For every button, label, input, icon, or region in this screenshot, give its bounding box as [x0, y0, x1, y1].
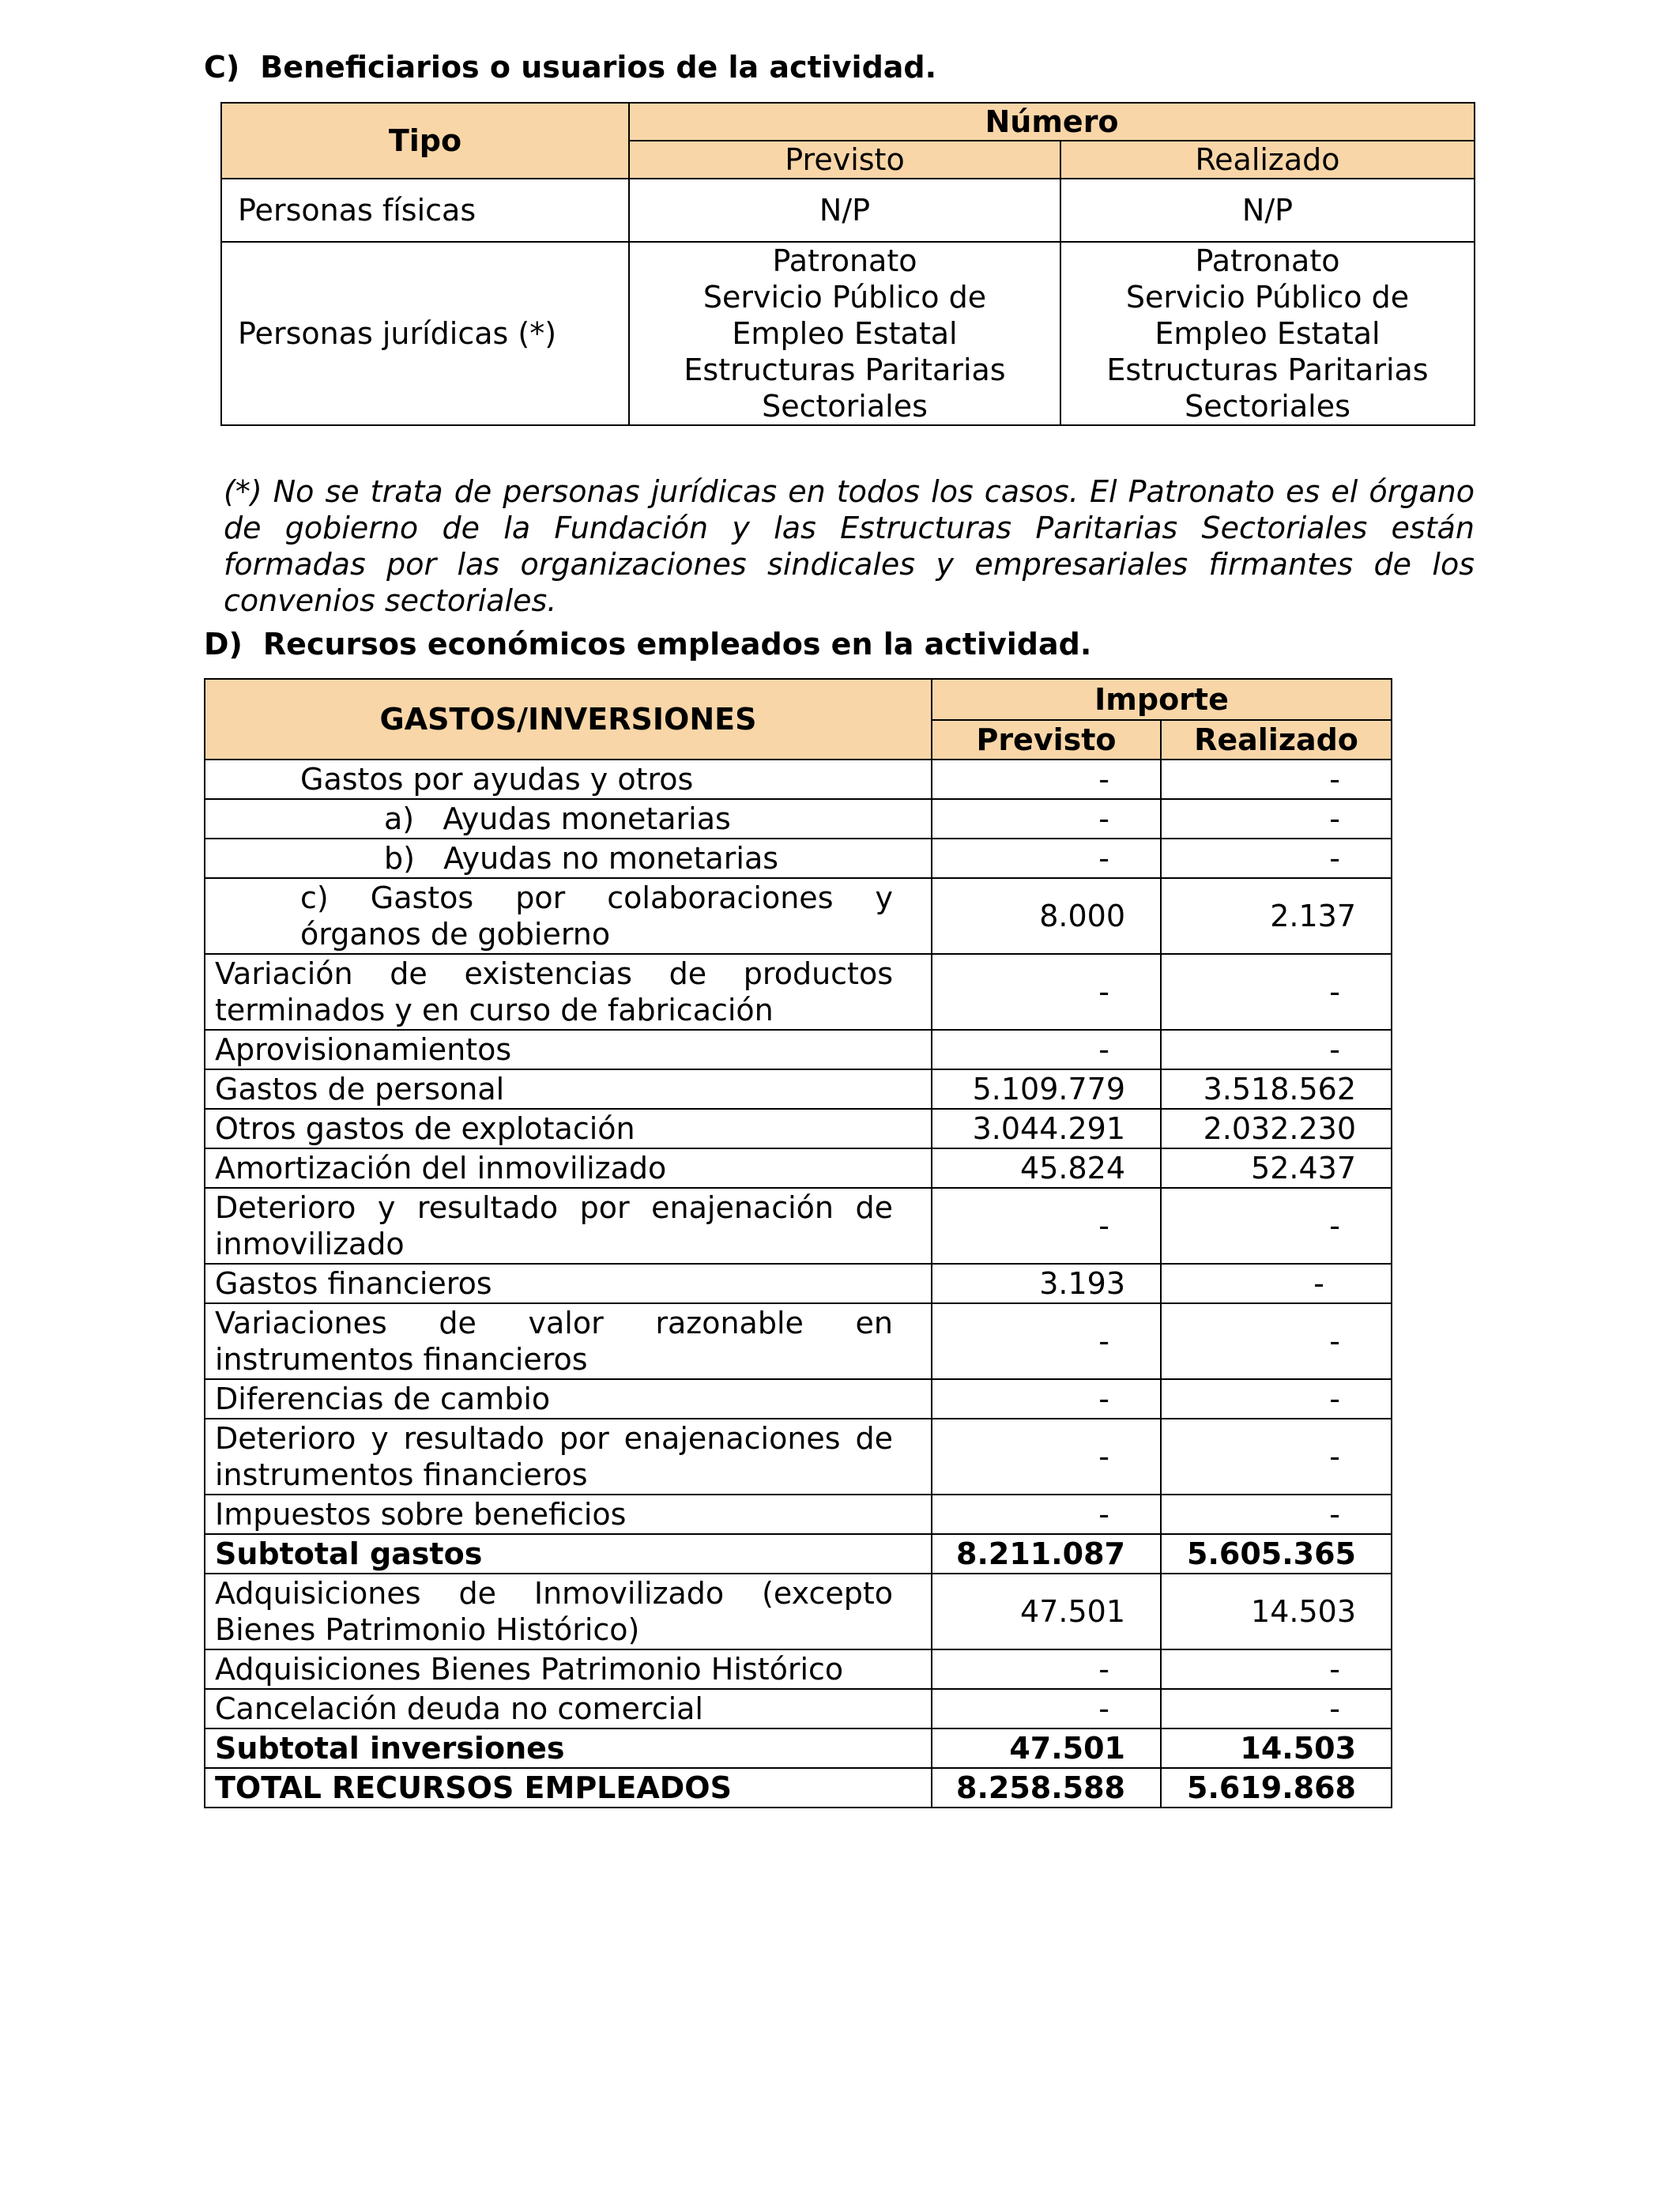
table-row [205, 1495, 1392, 1534]
table-row [205, 1030, 1392, 1069]
previsto-cell: 45.824 [932, 1148, 1161, 1188]
concept-cell: Cancelación deuda no comercial [205, 1689, 932, 1728]
cell-line: Sectoriales [1185, 389, 1350, 424]
previsto-cell: 3.044.291 [932, 1109, 1161, 1148]
concept-cell: Adquisiciones de Inmovilizado (excepto Bienes Patrimonio Histórico) [205, 1574, 932, 1649]
cell-line: Patronato [1195, 243, 1340, 278]
concept-cell: Diferencias de cambio [205, 1379, 932, 1419]
concept-cell: Gastos de personal [205, 1069, 932, 1109]
row-label: Personas jurídicas (*) [221, 242, 629, 425]
concept-cell: Adquisiciones Bienes Patrimonio Histórico [205, 1649, 932, 1689]
table-row [205, 760, 1392, 799]
section-c-title: Beneficiarios o usuarios de la actividad. [260, 50, 937, 85]
cell-line: Servicio Público de [1125, 280, 1410, 315]
realizado-cell: N/P [1060, 179, 1475, 242]
concept-cell: Deterioro y resultado por enajenaciones de instrumentos financieros [205, 1419, 932, 1495]
realizado-cell: - [1161, 1495, 1392, 1534]
concept-cell: Deterioro y resultado por enajenación de inmovilizado [205, 1188, 932, 1264]
table-row [205, 1379, 1392, 1419]
previsto-cell: 8.211.087 [932, 1534, 1161, 1574]
previsto-header: Previsto [932, 720, 1161, 760]
previsto-cell: - [932, 1649, 1161, 1689]
concept-cell: Subtotal inversiones [205, 1728, 932, 1768]
realizado-header: Realizado [1060, 141, 1475, 179]
subtotal-row [205, 1534, 1392, 1574]
previsto-cell [629, 242, 1060, 425]
table-row [205, 1649, 1392, 1689]
table-row [205, 1188, 1392, 1264]
concept-header: GASTOS/INVERSIONES [205, 679, 932, 760]
realizado-cell: 52.437 [1161, 1148, 1392, 1188]
realizado-cell: 2.032.230 [1161, 1109, 1392, 1148]
cell-line: Servicio Público de [703, 280, 987, 315]
cell-line: Estructuras Paritarias [684, 352, 1006, 387]
tipo-header: Tipo [221, 103, 629, 179]
realizado-cell: 5.619.868 [1161, 1768, 1392, 1808]
cell-line: Sectoriales [762, 389, 928, 424]
previsto-cell: - [932, 839, 1161, 878]
realizado-cell: - [1161, 1689, 1392, 1728]
concept-cell: TOTAL RECURSOS EMPLEADOS [205, 1768, 932, 1808]
footnote: (*) No se trata de personas jurídicas en todos los casos. El Patronato es el órgano de gobierno de la Fundación y las Estructuras Paritarias Sectoriales están formadas por las organizaciones sindicales y empresariales firmantes de los convenios sectoriales. [224, 474, 1475, 618]
concept-cell: a) Ayudas monetarias [205, 799, 932, 839]
previsto-cell: - [932, 799, 1161, 839]
numero-header: Número [629, 103, 1475, 141]
cell-line: Empleo Estatal [732, 316, 958, 351]
realizado-header: Realizado [1161, 720, 1392, 760]
concept-cell: Gastos financieros [205, 1264, 932, 1303]
realizado-cell: - [1161, 954, 1392, 1030]
previsto-cell: - [932, 1689, 1161, 1728]
previsto-cell: 47.501 [932, 1574, 1161, 1649]
subtotal-row [205, 1728, 1392, 1768]
concept-cell: Amortización del inmovilizado [205, 1148, 932, 1188]
realizado-cell: - [1161, 1030, 1392, 1069]
row-label: Personas físicas [221, 179, 629, 242]
realizado-cell: - [1161, 1188, 1392, 1264]
previsto-cell: 8.258.588 [932, 1768, 1161, 1808]
table-row [205, 1419, 1392, 1495]
table-row [205, 1109, 1392, 1148]
realizado-cell: - [1161, 799, 1392, 839]
previsto-cell: 47.501 [932, 1728, 1161, 1768]
table-row [205, 839, 1392, 878]
realizado-cell: - [1161, 839, 1392, 878]
realizado-cell: 3.518.562 [1161, 1069, 1392, 1109]
beneficiaries-table [220, 102, 1475, 426]
concept-cell: b) Ayudas no monetarias [205, 839, 932, 878]
concept-cell: Variación de existencias de productos terminados y en curso de fabricación [205, 954, 932, 1030]
table-row [205, 799, 1392, 839]
previsto-cell: - [932, 1419, 1161, 1495]
realizado-cell: - [1161, 1649, 1392, 1689]
realizado-cell: 14.503 [1161, 1728, 1392, 1768]
previsto-cell: N/P [629, 179, 1060, 242]
realizado-cell: - [1161, 1379, 1392, 1419]
cell-line: Patronato [772, 243, 917, 278]
concept-cell: Gastos por ayudas y otros [205, 760, 932, 799]
realizado-cell: - [1161, 1419, 1392, 1495]
previsto-cell: 8.000 [932, 878, 1161, 954]
previsto-cell: - [932, 1188, 1161, 1264]
realizado-cell: - [1161, 1303, 1392, 1379]
concept-cell: c) Gastos por colaboraciones y órganos de gobierno [205, 878, 932, 954]
previsto-cell: - [932, 760, 1161, 799]
section-c-letter: C) [204, 50, 240, 85]
importe-header: Importe [932, 679, 1392, 720]
cell-line: Estructuras Paritarias [1106, 352, 1429, 387]
table-row [205, 1264, 1392, 1303]
table-row [205, 1574, 1392, 1649]
previsto-cell: - [932, 1303, 1161, 1379]
previsto-header: Previsto [629, 141, 1060, 179]
concept-cell: Impuestos sobre beneficios [205, 1495, 932, 1534]
previsto-cell: - [932, 1030, 1161, 1069]
realizado-cell: - [1161, 760, 1392, 799]
section-c-heading [204, 50, 937, 85]
previsto-cell: - [932, 1379, 1161, 1419]
previsto-cell: - [932, 954, 1161, 1030]
realizado-cell [1060, 242, 1475, 425]
realizado-cell: 5.605.365 [1161, 1534, 1392, 1574]
table-row [205, 1148, 1392, 1188]
resources-table [204, 678, 1392, 1808]
previsto-cell: 5.109.779 [932, 1069, 1161, 1109]
table-row [205, 954, 1392, 1030]
total-row [205, 1768, 1392, 1808]
section-d-title: Recursos económicos empleados en la actividad. [262, 627, 1092, 662]
cell-line: Empleo Estatal [1155, 316, 1381, 351]
section-d-heading [204, 627, 1092, 662]
previsto-cell: 3.193 [932, 1264, 1161, 1303]
table-row [205, 1069, 1392, 1109]
realizado-cell: 14.503 [1161, 1574, 1392, 1649]
table-row [205, 1303, 1392, 1379]
realizado-cell: - [1161, 1264, 1392, 1303]
concept-cell: Subtotal gastos [205, 1534, 932, 1574]
concept-cell: Otros gastos de explotación [205, 1109, 932, 1148]
previsto-cell: - [932, 1495, 1161, 1534]
table-row [205, 1689, 1392, 1728]
section-d-letter: D) [204, 627, 243, 662]
table-row [205, 878, 1392, 954]
concept-cell: Variaciones de valor razonable en instrumentos financieros [205, 1303, 932, 1379]
realizado-cell: 2.137 [1161, 878, 1392, 954]
concept-cell: Aprovisionamientos [205, 1030, 932, 1069]
